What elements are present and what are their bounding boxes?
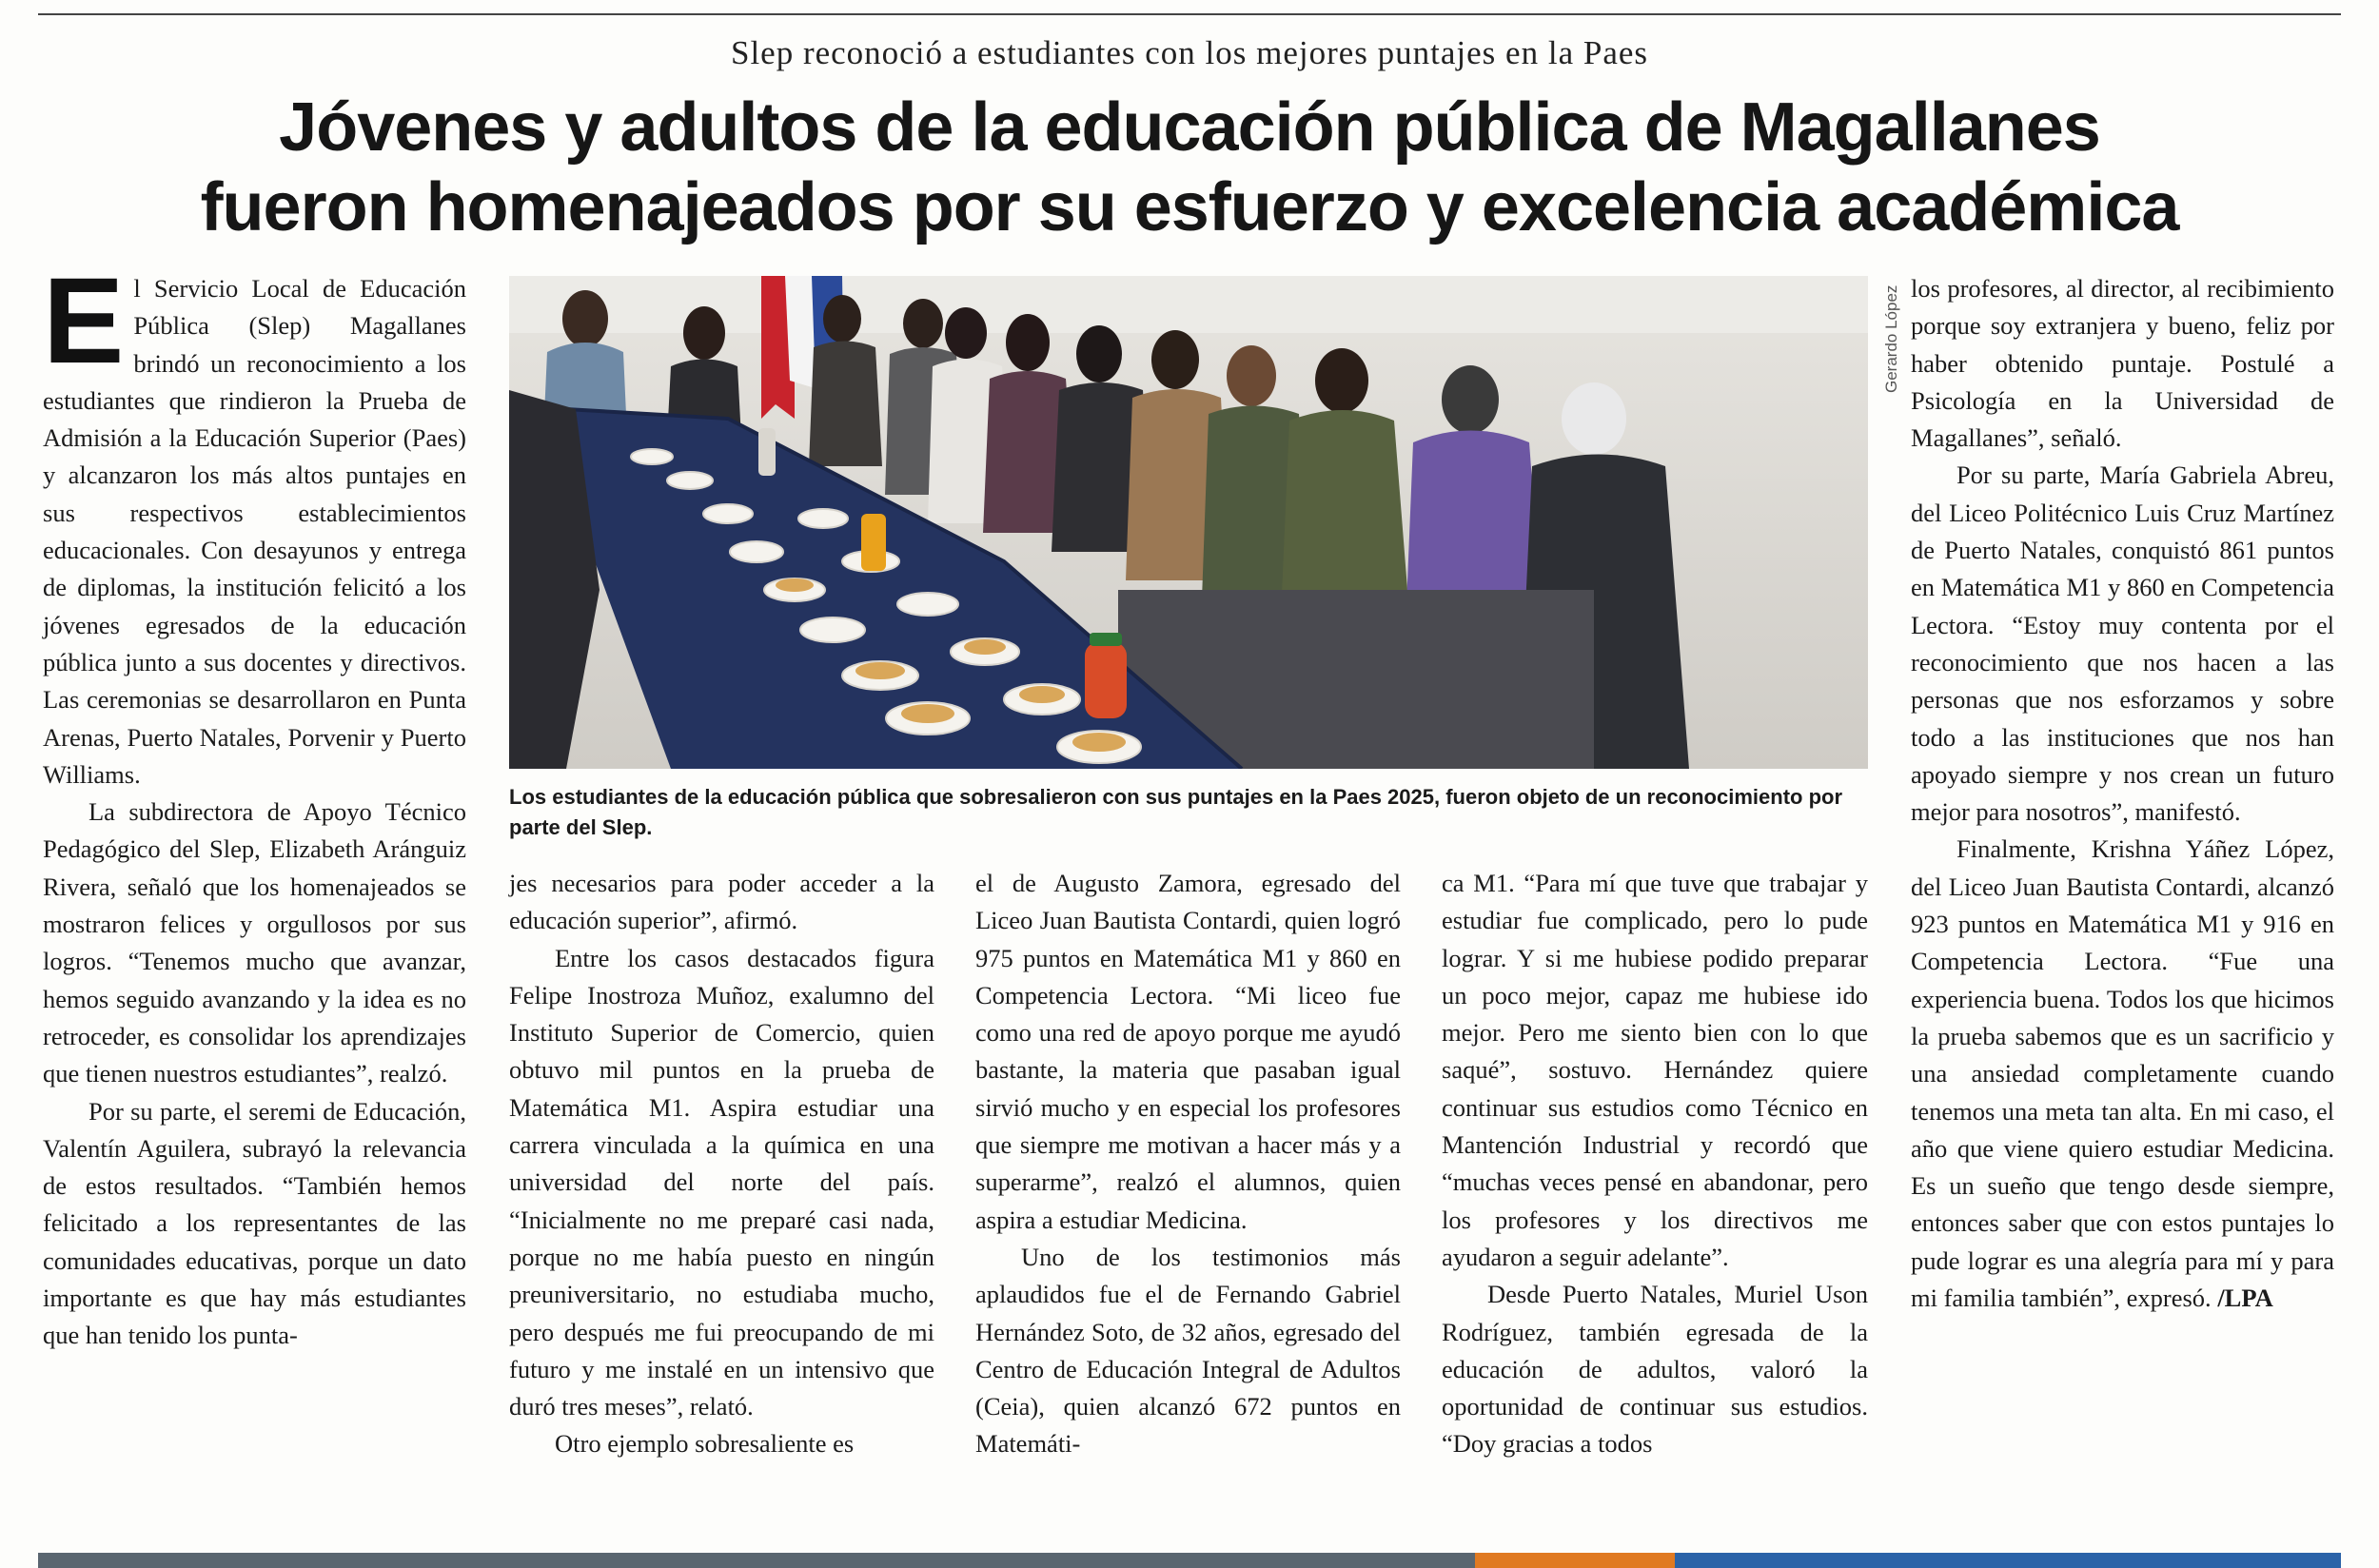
paragraph: ca M1. “Para mí que tuve que trabajar y estudiar fue complicado, pero lo pude lograr. Y si me hubiese podido preparar un poco mejor, capaz me hubiese ido mejor. Pero me siento bien con lo que saqué”, sostuvo. Hernández quiere continuar sus estudios como Técnico en Mantención Industrial y recordó que “muchas veces pensé en abandonar, pero los profesores y los directivos me ayudaron a seguir adelante”. xyxy=(1442,869,1868,1271)
paragraph: jes necesarios para poder acceder a la educación superior”, afirmó. xyxy=(509,869,934,935)
band-orange-block xyxy=(1475,1553,1675,1568)
band-blue-block xyxy=(1675,1553,2341,1568)
article-kicker: Slep reconoció a estudiantes con los mejores puntajes en la Paes xyxy=(730,34,1649,71)
paragraph: Otro ejemplo sobresaliente es xyxy=(555,1429,855,1459)
author-signature: /LPA xyxy=(2217,1284,2273,1313)
paragraph-text: Finalmente, Krishna Yáñez López, del Liceo Juan Bautista Contardi, alcanzó 923 puntos en Matemática M1 y 916 en Competencia Lectora. “Fue una experiencia buena. Todos los que hicimos la prueba sabemos que es un sacrificio y una ansiedad completamente cuando tenemos una meta tan alta. En mi caso, el año que viene quiero estudiar Medicina. Es un sueño que tengo desde siempre, entonces saber que con estos puntajes lo pude lograr es una alegría para mí y para mi familia también”, expresó. xyxy=(1911,834,2334,1313)
headline-line-1: Jóvenes y adultos de la educación pública de Magallanes xyxy=(279,89,2100,166)
paragraph: Desde Puerto Natales, Muriel Uson Rodríguez, también egresada de la educación de adultos, valoró la oportunidad de continuar sus estudios. “Doy gracias a todos xyxy=(1442,1280,1868,1459)
paragraph: los profesores, al director, al recibimiento porque soy extranjera y bueno, feliz por haber obtenido puntaje. Postulé a Psicología en la Universidad de Magallanes”, señaló. xyxy=(1911,274,2334,453)
headline-line-2: fueron homenajeados por su esfuerzo y excelencia académica xyxy=(200,169,2179,245)
paragraph: Por su parte, María Gabriela Abreu, del Liceo Politécnico Luis Cruz Martínez de Puerto Natales, conquistó 861 puntos en Matemática M1 y 860 en Competencia Lectora. “Estoy muy contenta por el reconocimiento que nos hacen a las personas que nos esforzamos y sobre todo a las instituciones que nos han apoyado siempre y nos crean un futuro mejor para nosotros”, manifestó. xyxy=(1911,461,2334,827)
top-rule xyxy=(38,13,2341,15)
students-breakfast-photo xyxy=(509,276,1868,769)
paragraph: Entre los casos destacados figura Felipe Inostroza Muñoz, exalumno del Instituto Superior de Comercio, quien obtuvo mil puntos en la prueba de Matemática M1. Aspira estudiar una carrera vinculada a la química en una universidad del norte del país. “Inicialmente no me preparé casi nada, porque no me había puesto en ningún preuniversitario, no estudiaba mucho, pero después me fui preocupando de mi futuro y me instalé en un intensivo que duró tres meses”, relató. xyxy=(509,943,934,1421)
paragraph: La subdirectora de Apoyo Técnico Pedagógico del Slep, Elizabeth Aránguiz Rivera, señaló que los homenajeados se mostraron felices y orgullosos por sus logros. “Tenemos mucho que avanzar, hemos seguido avanzando y la idea es no retroceder, es consolidar los aprendizajes que tienen nuestros estudiantes”, realzó. xyxy=(43,797,466,1088)
previous-article-strip xyxy=(38,0,2341,11)
article-column-4 xyxy=(1442,865,1868,1463)
article-column-5 xyxy=(1911,270,2334,1317)
article-photo xyxy=(509,276,1868,769)
photo-credit: Gerardo López xyxy=(1882,285,1900,394)
next-article-band xyxy=(38,1553,2341,1568)
article-column-2 xyxy=(509,865,934,1463)
paragraph: Por su parte, el seremi de Educación, Valentín Aguilera, subrayó la relevancia de estos resultados. “También hemos felicitado a los representantes de las comunidades educativas, porque un dato importante es que hay más estudiantes que han tenido los punta- xyxy=(43,1096,466,1350)
paragraph: l Servicio Local de Educación Pública (Slep) Magallanes brindó un reconocimiento a los estudiantes que rindieron la Prueba de Admisión a la Educación Superior (Paes) y alcanzaron los más altos puntajes en sus respectivos establecimientos educacionales. Con desayunos y entrega de diplomas, la institución felicitó a los jóvenes egresados de la educación pública junto a sus docentes y directivos. Las ceremonias se desarrollaron en Punta Arenas, Puerto Natales, Porvenir y Puerto Williams. xyxy=(43,274,466,789)
article-column-3 xyxy=(975,865,1401,1463)
article-headline xyxy=(57,88,2322,247)
drop-cap: E xyxy=(43,253,125,389)
paragraph: el de Augusto Zamora, egresado del Liceo Juan Bautista Contardi, quien logró 975 puntos en Matemática M1 y 860 en Competencia Lectora. “Mi liceo fue como una red de apoyo porque me ayudó bastante, la materia que pasaban igual sirvió mucho y en especial los profesores que siempre me motivan a hacer más y a superarme”, realzó el alumnos, quien aspira a estudiar Medicina. xyxy=(975,869,1401,1234)
article-column-1 xyxy=(43,253,466,1355)
photo-caption: Los estudiantes de la educación pública que sobresalieron con sus puntajes en la Paes 2025, fueron objeto de un reconocimiento por parte del Slep. xyxy=(509,785,1843,839)
paragraph xyxy=(1911,831,2334,1317)
paragraph: Uno de los testimonios más aplaudidos fue el de Fernando Gabriel Hernández Soto, de 32 años, egresado del Centro de Educación Integral de Adultos (Ceia), quien alcanzó 672 puntos en Matemáti- xyxy=(975,1242,1401,1459)
